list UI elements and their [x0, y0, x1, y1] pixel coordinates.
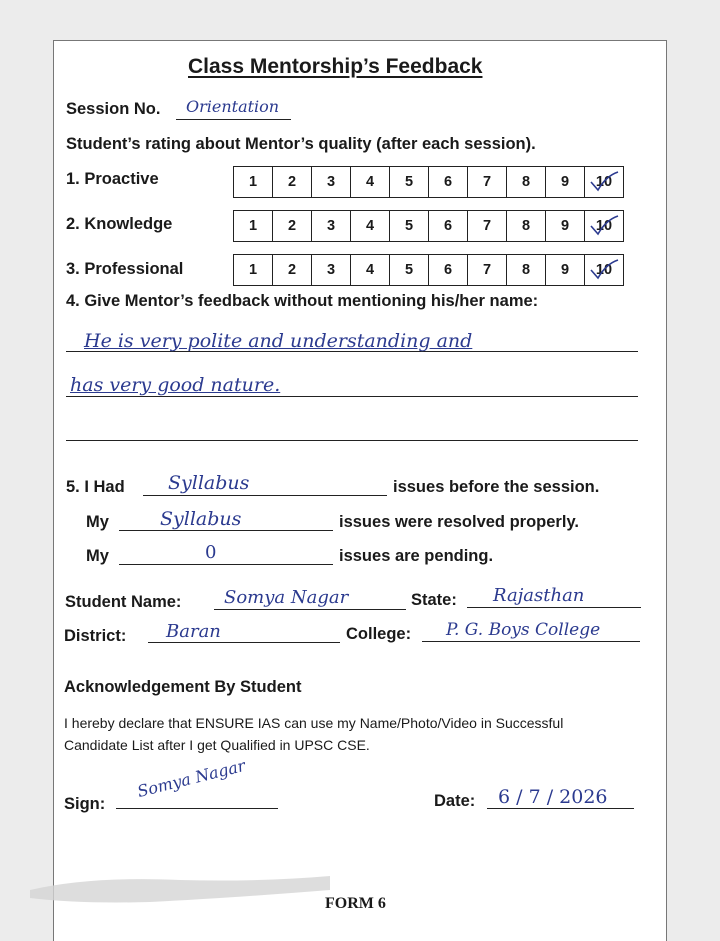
rating-cell[interactable]: 6 [429, 255, 468, 286]
date-label: Date: [434, 792, 476, 810]
rating-cell-selected[interactable] [585, 167, 624, 198]
issues-resolved-suffix: issues were resolved properly. [339, 513, 579, 531]
session-line [176, 119, 291, 120]
rating-cell[interactable]: 4 [351, 167, 390, 198]
rating-cell[interactable]: 7 [468, 255, 507, 286]
rating-cell-selected[interactable] [585, 211, 624, 242]
form-title: Class Mentorship’s Feedback [188, 55, 483, 78]
rating-cell[interactable]: 9 [546, 167, 585, 198]
college-label: College: [346, 625, 412, 643]
session-value[interactable]: Orientation [186, 97, 280, 116]
issues-pending-label: My [86, 547, 109, 565]
rating-cell[interactable]: 2 [273, 211, 312, 242]
rating-cell[interactable]: 5 [390, 167, 429, 198]
rating-cell[interactable]: 3 [312, 255, 351, 286]
rating-cell[interactable]: 1 [234, 167, 273, 198]
scan-smudge [30, 868, 330, 906]
rating-scale-proactive [233, 166, 624, 198]
issues-pending-suffix: issues are pending. [339, 547, 494, 565]
rating-cell[interactable]: 3 [312, 167, 351, 198]
acknowledgement-heading: Acknowledgement By Student [64, 678, 302, 696]
rating-cell[interactable]: 1 [234, 211, 273, 242]
acknowledgement-text-line-2: Candidate List after I get Qualified in UPSC CSE. [64, 737, 370, 753]
student-name-value[interactable]: Somya Nagar [224, 587, 349, 608]
checkmark-icon [586, 256, 620, 284]
issues-resolved-label: My [86, 513, 109, 531]
rating-scale-professional [233, 254, 624, 286]
issues-pending-line [119, 564, 333, 565]
rating-scale-knowledge [233, 210, 624, 242]
checkmark-icon [586, 212, 620, 240]
form-number: FORM 6 [325, 895, 386, 912]
college-line [422, 641, 640, 642]
student-name-line [214, 609, 406, 610]
acknowledgement-text-line-1: I hereby declare that ENSURE IAS can use my Name/Photo/Video in Successful [64, 715, 564, 731]
rating-cell[interactable]: 9 [546, 255, 585, 286]
feedback-line-2 [66, 396, 638, 397]
rating-cell-label: 10 [595, 218, 613, 234]
sign-line [116, 808, 278, 809]
date-line [487, 808, 634, 809]
issues-had-label: 5. I Had [66, 478, 125, 496]
rating-cell-selected[interactable] [585, 255, 624, 286]
rating-cell[interactable]: 5 [390, 211, 429, 242]
student-name-label: Student Name: [65, 593, 182, 611]
rating-label-proactive: 1. Proactive [66, 170, 159, 188]
state-label: State: [411, 591, 457, 609]
district-label: District: [64, 627, 127, 645]
rating-cell[interactable]: 8 [507, 167, 546, 198]
rating-label-knowledge: 2. Knowledge [66, 215, 173, 233]
issues-had-suffix: issues before the session. [393, 478, 600, 496]
rating-cell[interactable]: 6 [429, 211, 468, 242]
rating-label-professional: 3. Professional [66, 260, 184, 278]
rating-cell[interactable]: 2 [273, 255, 312, 286]
issues-had-value[interactable]: Syllabus [168, 472, 250, 494]
rating-cell[interactable]: 6 [429, 167, 468, 198]
rating-cell[interactable]: 5 [390, 255, 429, 286]
signature[interactable]: Somya Nagar [135, 755, 248, 801]
rating-cell[interactable]: 7 [468, 167, 507, 198]
rating-intro: Student’s rating about Mentor’s quality (after each session). [66, 135, 536, 153]
issues-had-line [143, 495, 387, 496]
rating-cell[interactable]: 3 [312, 211, 351, 242]
state-value[interactable]: Rajasthan [493, 585, 585, 606]
rating-cell[interactable]: 8 [507, 211, 546, 242]
rating-cell-label: 10 [595, 174, 613, 190]
rating-cell[interactable]: 2 [273, 167, 312, 198]
rating-cell[interactable]: 4 [351, 255, 390, 286]
issues-resolved-value[interactable]: Syllabus [160, 508, 242, 530]
feedback-label: 4. Give Mentor’s feedback without mentioning his/her name: [66, 292, 539, 310]
college-value[interactable]: P. G. Boys College [446, 620, 601, 640]
feedback-line-3 [66, 440, 638, 441]
session-label: Session No. [66, 100, 161, 118]
sign-label: Sign: [64, 795, 106, 813]
rating-cell[interactable]: 1 [234, 255, 273, 286]
state-line [467, 607, 641, 608]
district-line [148, 642, 340, 643]
rating-cell[interactable]: 8 [507, 255, 546, 286]
district-value[interactable]: Baran [166, 621, 221, 642]
rating-cell[interactable]: 9 [546, 211, 585, 242]
issues-pending-value[interactable]: 0 [205, 542, 217, 563]
rating-cell[interactable]: 7 [468, 211, 507, 242]
rating-cell-label: 10 [595, 262, 613, 278]
feedback-text-line-2[interactable]: has very good nature. [70, 374, 281, 396]
checkmark-icon [586, 168, 620, 196]
issues-resolved-line [119, 530, 333, 531]
rating-cell[interactable]: 4 [351, 211, 390, 242]
date-value[interactable]: 6 / 7 / 2026 [498, 786, 608, 808]
feedback-text-line-1[interactable]: He is very polite and understanding and [84, 330, 473, 352]
